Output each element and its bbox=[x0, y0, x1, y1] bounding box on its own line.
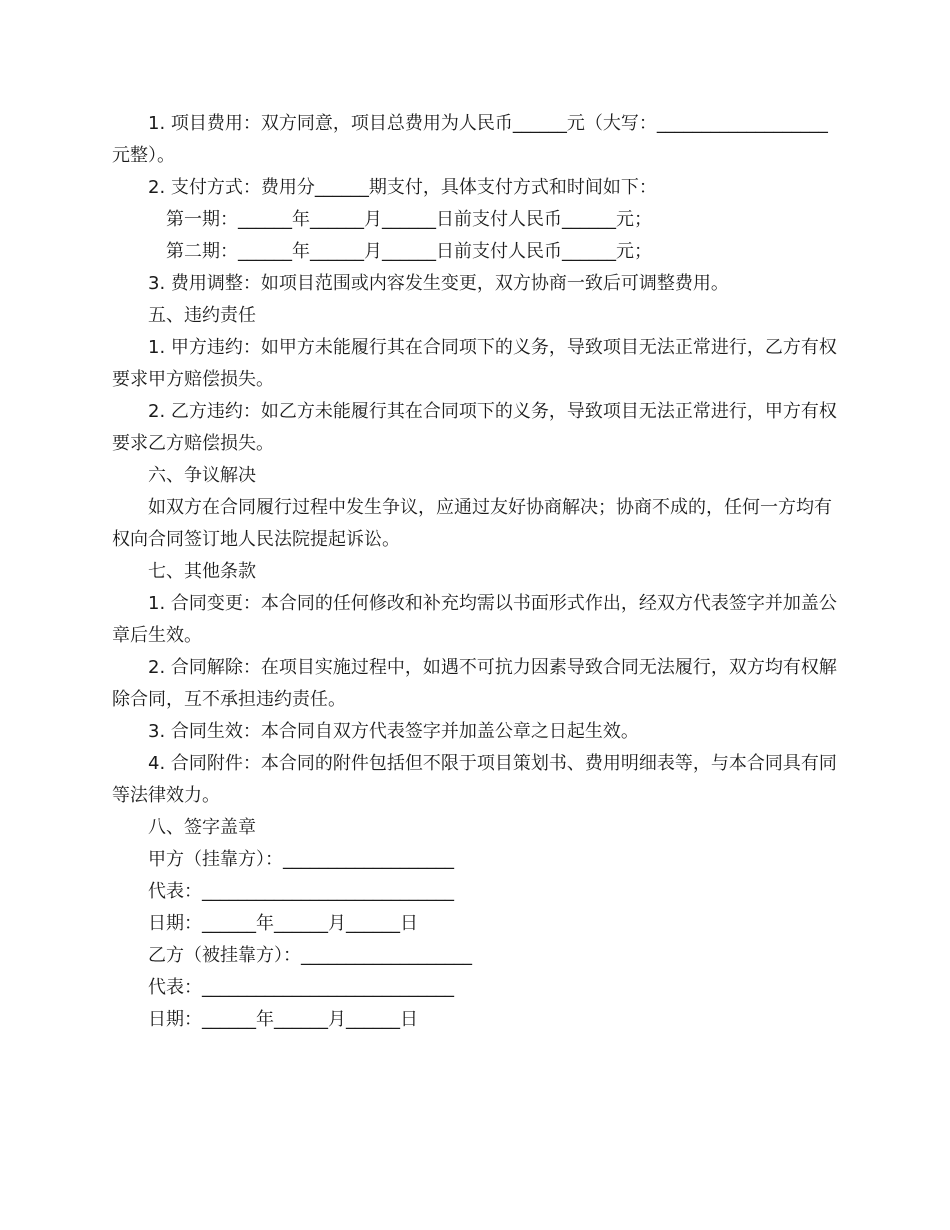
contract-change-clause: 1. 合同变更：本合同的任何修改和补充均需以书面形式作出，经双方代表签字并加盖公章后生效。 bbox=[112, 593, 837, 646]
party-a-representative-line: 代表：____________________________ bbox=[148, 881, 454, 902]
contract-termination-clause: 2. 合同解除：在项目实施过程中，如遇不可抗力因素导致合同无法履行，双方均有权解除合同，互不承担违约责任。 bbox=[112, 657, 837, 710]
party-b-signature-line: 乙方（被挂靠方）：___________________ bbox=[148, 945, 472, 966]
contract-attachments-clause: 4. 合同附件：本合同的附件包括但不限于项目策划书、费用明细表等，与本合同具有同等法律效力。 bbox=[112, 753, 837, 806]
party-b-representative-line: 代表：____________________________ bbox=[148, 977, 454, 998]
party-b-date-line: 日期：______年______月______日 bbox=[148, 1009, 418, 1030]
breach-party-b-clause: 2. 乙方违约：如乙方未能履行其在合同项下的义务，导致项目无法正常进行，甲方有权要求乙方赔偿损失。 bbox=[112, 401, 837, 454]
breach-party-a-clause: 1. 甲方违约：如甲方未能履行其在合同项下的义务，导致项目无法正常进行，乙方有权要求甲方赔偿损失。 bbox=[112, 337, 837, 390]
payment-method-clause: 2. 支付方式：费用分______期支付，具体支付方式和时间如下： bbox=[148, 177, 657, 198]
party-a-date-line: 日期：______年______月______日 bbox=[148, 913, 418, 934]
payment-phase-2: 第二期：______年______月______日前支付人民币______元； bbox=[166, 241, 652, 262]
fee-adjust-clause: 3. 费用调整：如项目范围或内容发生变更，双方协商一致后可调整费用。 bbox=[148, 273, 729, 294]
section-5-heading: 五、违约责任 bbox=[148, 305, 256, 326]
section-6-heading: 六、争议解决 bbox=[148, 465, 256, 486]
party-a-signature-line: 甲方（挂靠方）：___________________ bbox=[148, 849, 454, 870]
payment-phase-1: 第一期：______年______月______日前支付人民币______元； bbox=[166, 209, 652, 230]
section-7-heading: 七、其他条款 bbox=[148, 561, 256, 582]
contract-body bbox=[112, 108, 842, 1036]
contract-effective-clause: 3. 合同生效：本合同自双方代表签字并加盖公章之日起生效。 bbox=[148, 721, 639, 742]
section-8-heading: 八、签字盖章 bbox=[148, 817, 256, 838]
fee-total-clause: 1. 项目费用：双方同意，项目总费用为人民币______元（大写：___________________元整）。 bbox=[112, 113, 828, 166]
dispute-clause: 如双方在合同履行过程中发生争议，应通过友好协商解决；协商不成的，任何一方均有权向合同签订地人民法院提起诉讼。 bbox=[112, 497, 832, 550]
